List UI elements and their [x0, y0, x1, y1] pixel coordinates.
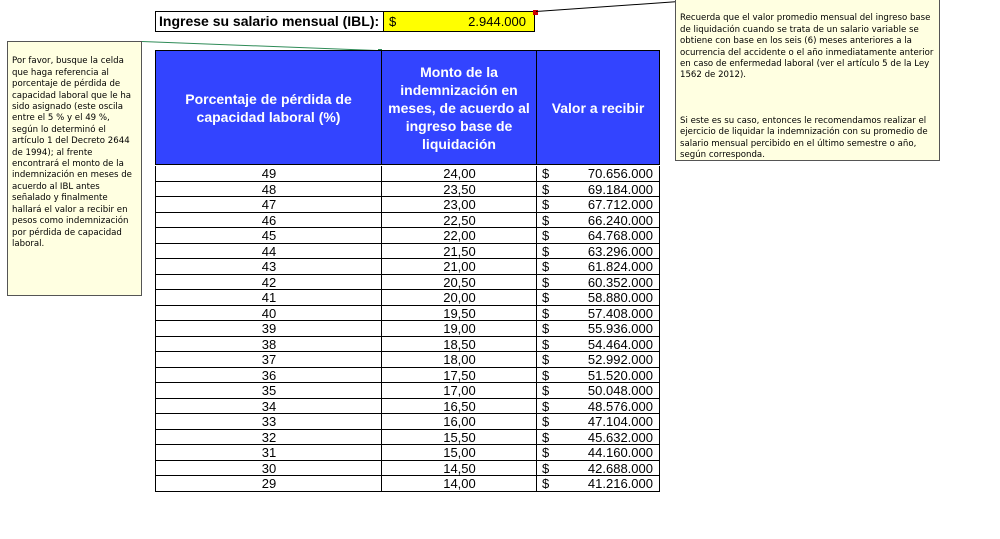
cell-percentage[interactable]: 43 [155, 259, 382, 274]
cell-currency-symbol: $ [542, 460, 550, 476]
ibl-note-comment [675, 0, 940, 161]
cell-value[interactable] [536, 259, 660, 274]
cell-currency-symbol: $ [542, 476, 550, 491]
cell-percentage[interactable]: 47 [155, 197, 382, 212]
cell-months[interactable]: 15,00 [381, 445, 537, 460]
cell-value[interactable] [536, 228, 660, 243]
cell-months[interactable]: 18,00 [381, 352, 537, 367]
cell-value-amount: 54.464.000 [587, 336, 653, 352]
cell-months[interactable]: 22,50 [381, 213, 537, 228]
header-percentage [155, 50, 382, 165]
cell-value-amount: 42.688.000 [587, 460, 653, 476]
cell-currency-symbol: $ [542, 321, 550, 336]
table-row [155, 290, 660, 306]
ibl-note-paragraph-1: Recuerda que el valor promedio mensual del ingreso base de liquidación cuando se trata de un salario variable se obtiene con base en los seis (6) meses anteriores a la ocurrencia del accidente o el año inmediatamente anterior en caso de enfermedad laboral (ver el artículo 5 de la Ley 1562 de 2012). [680, 13, 934, 81]
cell-months[interactable]: 19,50 [381, 306, 537, 321]
ibl-note-paragraph-2: Si este es su caso, entonces le recomendamos realizar el ejercicio de liquidar la indemnización con su promedio de salario mensual percibido en el último semestre o año, según corresponda. [680, 116, 928, 161]
cell-value[interactable] [536, 352, 660, 367]
cell-percentage[interactable]: 33 [155, 414, 382, 429]
cell-percentage[interactable]: 41 [155, 290, 382, 305]
cell-currency-symbol: $ [542, 352, 550, 367]
ibl-salary-input-cell[interactable] [383, 11, 535, 32]
cell-months[interactable]: 23,00 [381, 197, 537, 212]
table-row [155, 197, 660, 213]
cell-percentage[interactable]: 36 [155, 368, 382, 383]
table-row [155, 461, 660, 477]
header-value [536, 50, 660, 165]
cell-value[interactable] [536, 182, 660, 197]
cell-currency-symbol: $ [542, 367, 550, 383]
cell-value-amount: 45.632.000 [587, 429, 653, 445]
cell-value[interactable] [536, 399, 660, 414]
cell-currency-symbol: $ [542, 166, 550, 181]
cell-value-amount: 51.520.000 [587, 367, 653, 383]
table-row [155, 414, 660, 430]
header-percentage-label: Porcentaje de pérdida de capacidad laboral (%) [185, 90, 352, 125]
cell-currency-symbol: $ [542, 383, 550, 398]
cell-value-amount: 44.160.000 [587, 445, 653, 460]
ibl-salary-value: 2.944.000 [468, 14, 526, 29]
table-row [155, 383, 660, 399]
cell-percentage[interactable]: 45 [155, 228, 382, 243]
cell-currency-symbol: $ [542, 228, 550, 243]
cell-months[interactable]: 24,00 [381, 166, 537, 181]
cell-months[interactable]: 18,50 [381, 337, 537, 352]
cell-percentage[interactable]: 35 [155, 383, 382, 398]
cell-percentage[interactable]: 31 [155, 445, 382, 460]
table-row [155, 275, 660, 291]
cell-value-amount: 57.408.000 [587, 305, 653, 321]
cell-value[interactable] [536, 290, 660, 305]
cell-value-amount: 55.936.000 [587, 321, 653, 336]
cell-value-amount: 66.240.000 [587, 212, 653, 228]
cell-currency-symbol: $ [542, 197, 550, 212]
cell-value[interactable] [536, 306, 660, 321]
cell-months[interactable]: 20,50 [381, 275, 537, 290]
cell-months[interactable]: 21,50 [381, 244, 537, 259]
cell-percentage[interactable]: 44 [155, 244, 382, 259]
cell-value-amount: 60.352.000 [587, 274, 653, 290]
cell-months[interactable]: 21,00 [381, 259, 537, 274]
cell-value-amount: 63.296.000 [587, 243, 653, 259]
cell-percentage[interactable]: 42 [155, 275, 382, 290]
cell-percentage[interactable]: 30 [155, 461, 382, 476]
cell-percentage[interactable]: 38 [155, 337, 382, 352]
cell-currency-symbol: $ [542, 259, 550, 274]
cell-value[interactable] [536, 476, 660, 491]
cell-currency-symbol: $ [542, 414, 550, 429]
cell-percentage[interactable]: 37 [155, 352, 382, 367]
table-row [155, 228, 660, 244]
table-row [155, 306, 660, 322]
cell-value[interactable] [536, 414, 660, 429]
cell-months[interactable]: 14,50 [381, 461, 537, 476]
cell-months[interactable]: 16,00 [381, 414, 537, 429]
cell-percentage[interactable]: 39 [155, 321, 382, 336]
table-row [155, 445, 660, 461]
cell-months[interactable]: 17,00 [381, 383, 537, 398]
cell-value[interactable] [536, 430, 660, 445]
cell-value[interactable] [536, 166, 660, 181]
cell-value[interactable] [536, 461, 660, 476]
indemnity-table-body [155, 166, 660, 492]
table-row [155, 368, 660, 384]
cell-value-amount: 64.768.000 [587, 228, 653, 243]
cell-months[interactable]: 15,50 [381, 430, 537, 445]
table-row [155, 337, 660, 353]
instructions-comment-text: Por favor, busque la celda que haga referencia al porcentaje de pérdida de capacidad laboral que le ha sido asignado (este oscila entre el 5 % y el 49 %, según lo determinó el artículo 1 del Decreto 2644 de 1994); al frente encontrará el monto de la indemnización en meses de acuerdo al IBL antes señalado y finalmente hallará el valor a recibir en pesos como indemnización por pérdida de capacidad laboral. [12, 56, 132, 249]
cell-value-amount: 52.992.000 [587, 352, 653, 367]
table-row [155, 399, 660, 415]
cell-value[interactable] [536, 321, 660, 336]
cell-value-amount: 67.712.000 [587, 197, 653, 212]
table-row [155, 352, 660, 368]
cell-currency-symbol: $ [542, 274, 550, 290]
cell-percentage[interactable]: 46 [155, 213, 382, 228]
cell-months[interactable]: 17,50 [381, 368, 537, 383]
cell-months[interactable]: 19,00 [381, 321, 537, 336]
cell-value-amount: 70.656.000 [587, 166, 653, 181]
instructions-comment [7, 41, 142, 296]
ibl-currency-symbol: $ [389, 14, 397, 29]
table-row [155, 182, 660, 198]
cell-currency-symbol: $ [542, 336, 550, 352]
table-row [155, 476, 660, 492]
cell-value[interactable] [536, 368, 660, 383]
cell-value[interactable] [536, 275, 660, 290]
cell-months[interactable]: 23,50 [381, 182, 537, 197]
cell-percentage[interactable]: 48 [155, 182, 382, 197]
cell-currency-symbol: $ [542, 305, 550, 321]
cell-value-amount: 48.576.000 [587, 398, 653, 414]
cell-percentage[interactable]: 49 [155, 166, 382, 181]
cell-percentage[interactable]: 32 [155, 430, 382, 445]
table-row [155, 259, 660, 275]
cell-percentage[interactable]: 40 [155, 306, 382, 321]
table-row [155, 166, 660, 182]
cell-percentage[interactable]: 29 [155, 476, 382, 491]
cell-value-amount: 47.104.000 [587, 414, 653, 429]
cell-currency-symbol: $ [542, 243, 550, 259]
cell-months[interactable]: 20,00 [381, 290, 537, 305]
table-row [155, 321, 660, 337]
header-months [381, 50, 537, 165]
cell-value-amount: 61.824.000 [587, 259, 653, 274]
cell-value[interactable] [536, 244, 660, 259]
table-row [155, 244, 660, 260]
cell-value[interactable] [536, 383, 660, 398]
header-value-label: Valor a recibir [551, 99, 645, 116]
cell-value[interactable] [536, 213, 660, 228]
cell-currency-symbol: $ [542, 290, 550, 305]
cell-value-amount: 69.184.000 [587, 181, 653, 197]
ibl-label: Ingrese su salario mensual (IBL): [155, 11, 383, 32]
cell-currency-symbol: $ [542, 212, 550, 228]
cell-value[interactable] [536, 337, 660, 352]
cell-value-amount: 41.216.000 [587, 476, 653, 491]
cell-percentage[interactable]: 34 [155, 399, 382, 414]
header-months-label: Monto de la indemnización en meses, de acuerdo al ingreso base de liquidación [388, 63, 530, 152]
cell-months[interactable]: 22,00 [381, 228, 537, 243]
cell-value-amount: 58.880.000 [587, 290, 653, 305]
cell-currency-symbol: $ [542, 181, 550, 197]
cell-currency-symbol: $ [542, 445, 550, 460]
table-row [155, 213, 660, 229]
comment-connector-line [536, 1, 681, 12]
cell-value-amount: 50.048.000 [587, 383, 653, 398]
cell-value[interactable] [536, 445, 660, 460]
table-row [155, 430, 660, 446]
cell-currency-symbol: $ [542, 429, 550, 445]
cell-months[interactable]: 14,00 [381, 476, 537, 491]
cell-currency-symbol: $ [542, 398, 550, 414]
cell-months[interactable]: 16,50 [381, 399, 537, 414]
cell-value[interactable] [536, 197, 660, 212]
